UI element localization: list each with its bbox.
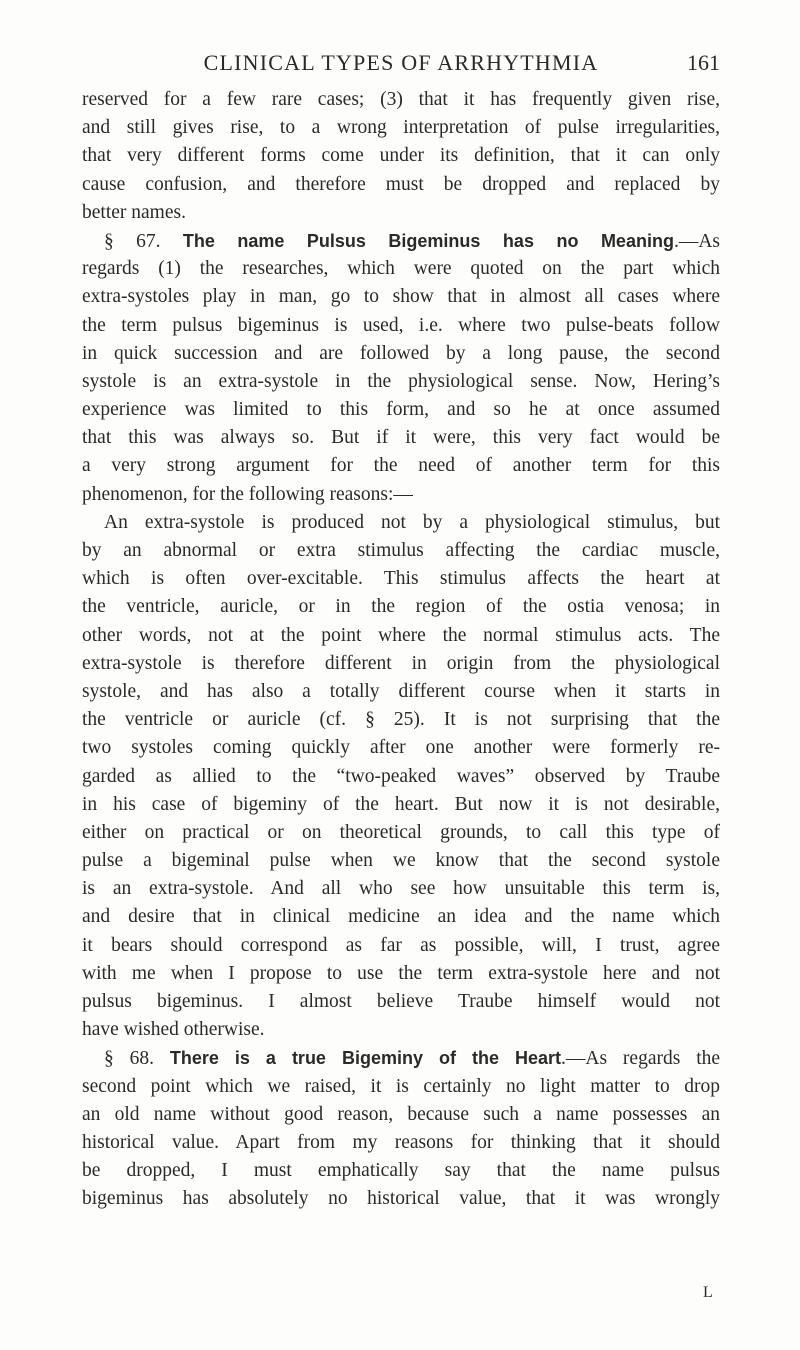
text-line: bigeminus has absolutely no historical value, that it was wrongly [82,1188,720,1210]
text-line: cause confusion, and therefore must be dropped and replaced by [82,173,720,195]
text-line: in quick succession and are followed by a long pause, the second [82,342,720,364]
page-number: 161 [687,50,720,75]
text-line: be dropped, I must emphatically say that the name pulsus [82,1160,720,1182]
text-line: that very different forms come under its definition, that it can only [82,145,720,167]
text-line: pulse a bigeminal pulse when we know that the second systole [82,850,720,872]
text-line: other words, not at the point where the normal stimulus acts. The [82,624,720,646]
body-text [82,86,720,1214]
text-line: two systoles coming quickly after one another were formerly re- [82,737,720,759]
text-line: with me when I propose to use the term extra-systole here and not [82,962,720,984]
text-line: § 67. The name Pulsus Bigeminus has no Meaning.—As [104,230,720,252]
text-line: is an extra-systole. And all who see how unsuitable this term is, [82,878,720,900]
section-heading: There is a true Bigeminy of the Heart [169,1048,561,1069]
text-line: extra-systoles play in man, go to show that in almost all cases where [82,286,720,308]
text-line: extra-systole is therefore different in origin from the physiological [82,652,720,674]
text-line: pulsus bigeminus. I almost believe Traube himself would not [82,991,720,1012]
text-line: An extra-systole is produced not by a physiological stimulus, but [104,511,720,533]
text-line: which is often over-excitable. This stimulus affects the heart at [82,568,720,590]
running-title: CLINICAL TYPES OF ARRHYTHMIA [203,50,599,75]
text-line: second point which we raised, it is certainly no light matter to drop [82,1075,720,1097]
text-line: reserved for a few rare cases; (3) that it has frequently given rise, [82,89,720,110]
text-line: phenomenon, for the following reasons:— [82,483,413,505]
text-line: historical value. Apart from my reasons for thinking that it should [82,1131,720,1153]
text-line: § 68. There is a true Bigeminy of the Heart.—As regards the [104,1048,721,1070]
text-line: the ventricle, auricle, or in the region of the ostia venosa; in [82,596,720,618]
text-line: regards (1) the researches, which were quoted on the part which [82,258,720,280]
text-line: garded as allied to the “two-peaked waves” observed by Traube [82,765,720,787]
text-line: better names. [82,201,186,223]
text-line: and desire that in clinical medicine an idea and the name which [82,906,720,928]
text-line: the ventricle or auricle (cf. § 25). It is not surprising that the [82,709,720,731]
text-line: either on practical or on theoretical grounds, to call this type of [82,821,720,843]
text-line: the term pulsus bigeminus is used, i.e. where two pulse-beats follow [82,314,720,336]
text-line: systole, and has also a totally different course when it starts in [82,680,720,702]
text-line: have wished otherwise. [82,1019,265,1041]
text-line: systole is an extra-systole in the physiological sense. Now, Hering’s [82,370,720,392]
text-line: a very strong argument for the need of another term for this [82,455,720,477]
text-line: that this was always so. But if it were, this very fact would be [82,427,720,449]
section-heading: The name Pulsus Bigeminus has no Meaning [182,230,674,251]
signature-mark: L [703,1284,713,1301]
text-line: by an abnormal or extra stimulus affecting the cardiac muscle, [82,540,720,561]
text-line: and still gives rise, to a wrong interpretation of pulse irregularities, [82,117,720,139]
text-line: it bears should correspond as far as possible, will, I trust, agree [82,934,720,956]
text-line: in his case of bigeminy of the heart. But now it is not desirable, [82,793,720,815]
page-header [82,44,720,78]
text-line: an old name without good reason, because such a name possesses an [82,1103,720,1125]
text-line: experience was limited to this form, and so he at once assumed [82,399,720,421]
